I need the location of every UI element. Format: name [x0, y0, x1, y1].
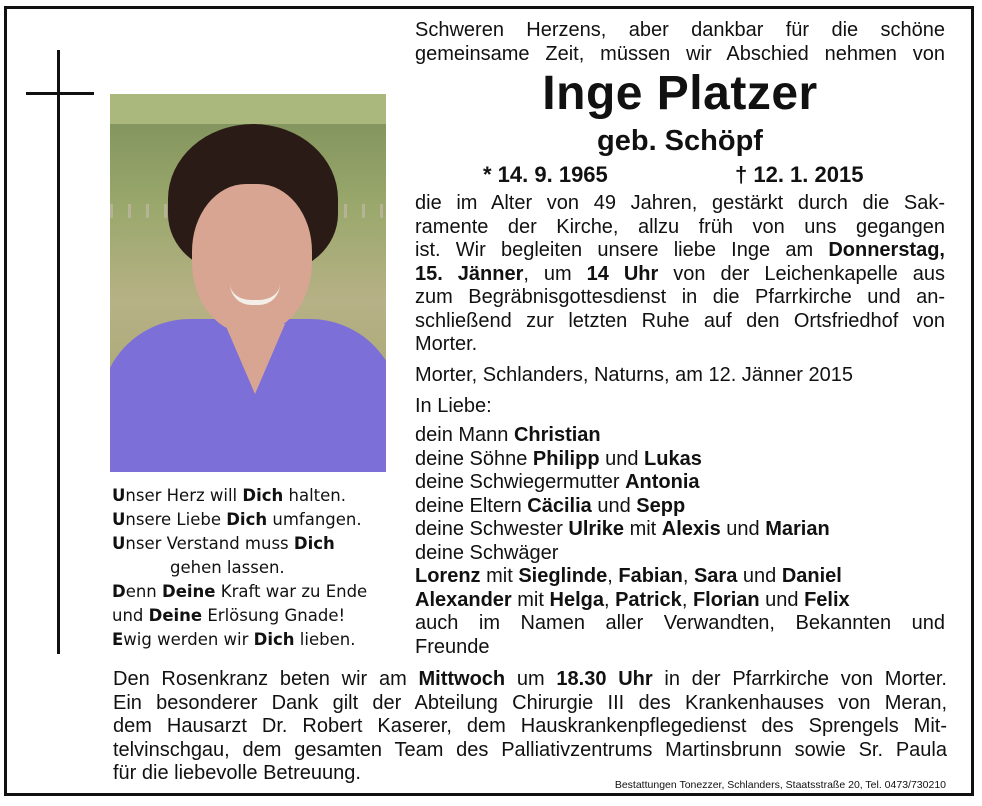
- announcement: [415, 192, 945, 357]
- birth-date: * 14. 9. 1965: [483, 162, 608, 187]
- family-line: Lorenz mit Sieglinde, Fabian, Sara und Daniel: [415, 565, 842, 587]
- announcement-line: ramente der Kirche, allzu früh von uns gegangen: [415, 215, 945, 238]
- cross-icon: [57, 50, 60, 654]
- poem-line: Ewig werden wir Dich lieben.: [112, 630, 356, 649]
- thanks-line: Ein besonderer Dank gilt der Abteilung Chirurgie III des Krankenhauses von Meran,: [113, 691, 947, 714]
- announcement-line: zum Begräbnisgottesdienst in die Pfarrkirche und an-: [415, 286, 945, 308]
- family-line: dein Mann Christian: [415, 424, 601, 446]
- announcement-line: 15. Jänner, um 14 Uhr von der Leichenkapelle aus: [415, 262, 945, 285]
- announcement-line: die im Alter von 49 Jahren, gestärkt durch die Sak-: [415, 192, 945, 214]
- poem-line: und Deine Erlösung Gnade!: [112, 606, 346, 625]
- poem: [112, 484, 392, 652]
- rosary-and-thanks: [113, 668, 947, 786]
- poem-line: Unsere Liebe Dich umfangen.: [112, 510, 362, 529]
- poem-line: Unser Verstand muss Dich: [112, 534, 335, 553]
- family-list: [415, 424, 945, 612]
- funeral-home-credit: Bestattungen Tonezzer, Schlanders, Staatsstraße 20, Tel. 0473/730210: [614, 779, 946, 791]
- family-line: deine Schwäger: [415, 541, 559, 564]
- announcement-line: Morter.: [415, 333, 478, 355]
- poem-line: Denn Deine Kraft war zu Ende: [112, 582, 368, 601]
- intro-text: Schweren Herzens, aber dankbar für die schöne gemeinsame Zeit, müssen wir Abschied nehmen von: [415, 19, 945, 65]
- family-line: deine Schwester Ulrike mit Alexis und Marian: [415, 518, 830, 540]
- portrait-photo: [110, 94, 386, 472]
- announcement-line: ist. Wir begleiten unsere liebe Inge am Donnerstag,: [415, 239, 945, 261]
- poem-line: Unser Herz will Dich halten.: [112, 486, 347, 505]
- birth-name: geb. Schöpf: [597, 125, 763, 157]
- thanks-line: dem Hausarzt Dr. Robert Kaserer, dem Hauskrankenpflegedienst des Sprengels Mit-: [113, 715, 947, 737]
- relatives-text: auch im Namen aller Verwandten, Bekannten und Freunde: [415, 612, 945, 658]
- in-liebe: In Liebe:: [415, 395, 492, 417]
- announcement-line: schließend zur letzten Ruhe auf den Ortsfriedhof von: [415, 309, 945, 332]
- family-line: Alexander mit Helga, Patrick, Florian und Felix: [415, 588, 850, 611]
- thanks-line: für die liebevolle Betreuung.: [113, 762, 361, 784]
- family-line: deine Schwiegermutter Antonia: [415, 471, 700, 493]
- deceased-name: Inge Platzer: [542, 67, 818, 120]
- family-line: deine Eltern Cäcilia und Sepp: [415, 494, 686, 517]
- poem-line: gehen lassen.: [170, 558, 285, 577]
- cross-icon-bar: [26, 92, 94, 95]
- family-line: deine Söhne Philipp und Lukas: [415, 447, 702, 470]
- death-date: † 12. 1. 2015: [735, 162, 864, 187]
- place-date: Morter, Schlanders, Naturns, am 12. Jänner 2015: [415, 364, 854, 386]
- thanks-line: telvinschgau, dem gesamten Team des Palliativzentrums Martinsbrunn sowie Sr. Paula: [113, 738, 947, 761]
- thanks-line: Den Rosenkranz beten wir am Mittwoch um 18.30 Uhr in der Pfarrkirche von Morter.: [113, 668, 947, 690]
